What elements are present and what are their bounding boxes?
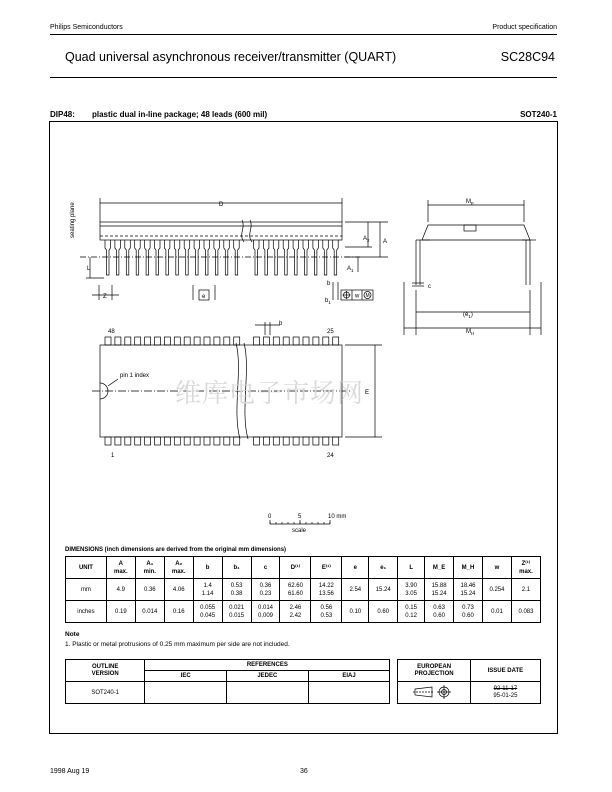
dim-cell: 0.021 0.015 xyxy=(222,601,251,623)
bottom-pin xyxy=(303,437,309,445)
page-title: Quad universal asynchronous receiver/transmitter (QUART) xyxy=(65,50,397,64)
footer-date: 1998 Aug 19 xyxy=(50,768,90,775)
dim-cell: 2.46 2.42 xyxy=(280,601,311,623)
dim-b-label: b xyxy=(327,281,331,287)
document-type: Product specification xyxy=(492,24,557,31)
dim-cell: 0.36 0.23 xyxy=(251,579,280,601)
projection-icon xyxy=(412,685,456,699)
dim-cell: 18.46 15.24 xyxy=(454,579,483,601)
top-pin xyxy=(204,337,210,345)
pin-1-label: 1 xyxy=(111,453,115,459)
top-pin xyxy=(323,337,329,345)
dim-header-cell: w xyxy=(482,557,511,579)
pin-48-label: 48 xyxy=(108,329,115,335)
dim-cell: 3.90 3.05 xyxy=(398,579,425,601)
side-lead xyxy=(194,240,200,275)
dim-cell: 0.53 0.38 xyxy=(222,579,251,601)
side-lead xyxy=(273,240,279,275)
bottom-pin xyxy=(254,437,260,445)
dim-ME-label: $M_E$ xyxy=(466,199,475,206)
dim-header-cell: A₁ min. xyxy=(135,557,164,579)
european-projection-header: EUROPEAN PROJECTION xyxy=(398,660,470,682)
bottom-pin xyxy=(145,437,151,445)
footer-page: 36 xyxy=(300,768,308,775)
side-lead xyxy=(184,240,190,275)
note-text: 1. Plastic or metal protrusions of 0.25 mm maximum per side are not included. xyxy=(65,641,290,648)
dim-cell: 2.1 xyxy=(511,579,540,601)
eiaj-value xyxy=(308,682,390,704)
watermark: 维库电子市场网 xyxy=(175,379,365,409)
bottom-pin xyxy=(224,437,230,445)
top-pin xyxy=(135,337,141,345)
references-table xyxy=(65,659,541,704)
package-description: plastic dual in-line package; 48 leads (600 mil) xyxy=(92,110,268,119)
dim-cell: 0.014 xyxy=(135,601,164,623)
dim-b-top-label: b xyxy=(279,321,283,327)
pin-1-index-label: pin 1 index xyxy=(120,373,150,379)
table-row xyxy=(66,579,541,601)
dim-header-cell: E⁽¹⁾ xyxy=(311,557,342,579)
issue-date-header: ISSUE DATE xyxy=(470,660,540,682)
dim-cell: 0.014 0.009 xyxy=(251,601,280,623)
table-row xyxy=(66,601,541,623)
side-lead xyxy=(155,240,161,275)
top-pin xyxy=(105,337,111,345)
seating-plane-label: seating plane xyxy=(70,202,76,238)
dim-cell: 15.24 xyxy=(369,579,398,601)
bottom-pin xyxy=(283,437,289,445)
side-lead xyxy=(224,240,230,275)
bottom-pin xyxy=(214,437,220,445)
pin-24-label: 24 xyxy=(327,453,334,459)
dim-cell: 0.15 0.12 xyxy=(398,601,425,623)
dimensions-table xyxy=(65,556,541,623)
bottom-pin xyxy=(115,437,121,445)
side-lead xyxy=(283,240,289,275)
top-pin xyxy=(155,337,161,345)
scale-5-label: 5 xyxy=(298,514,302,520)
bottom-pin xyxy=(313,437,319,445)
scale-10-label: 10 mm xyxy=(328,514,347,520)
dim-b1-label: $b_1$ xyxy=(325,298,331,305)
dim-MH-label: $M_H$ xyxy=(466,329,475,336)
top-pin xyxy=(333,337,339,345)
dim-cell: 62.60 61.60 xyxy=(280,579,311,601)
dim-cell: 4.06 xyxy=(164,579,193,601)
top-pin xyxy=(254,337,260,345)
dim-header-cell: b xyxy=(193,557,222,579)
dim-cell: 1.4 1.14 xyxy=(193,579,222,601)
top-pin xyxy=(273,337,279,345)
top-pin xyxy=(184,337,190,345)
top-pin xyxy=(234,337,240,345)
top-pin xyxy=(125,337,131,345)
issue-date-new: 95-01-25 xyxy=(493,692,518,699)
dim-header-cell: M_E xyxy=(425,557,454,579)
dim-cell: 0.055 0.045 xyxy=(193,601,222,623)
iec-header: IEC xyxy=(145,671,227,682)
top-pin xyxy=(303,337,309,345)
dim-cell: 14.22 13.56 xyxy=(311,579,342,601)
dim-cell: 4.9 xyxy=(106,579,135,601)
dim-L-label: L xyxy=(87,266,91,272)
dim-E-label: E xyxy=(365,390,370,396)
bottom-pin xyxy=(184,437,190,445)
dim-Z-label: Z xyxy=(103,294,107,300)
dim-cell: 0.73 0.60 xyxy=(454,601,483,623)
dim-header-cell: b₁ xyxy=(222,557,251,579)
side-lead xyxy=(234,240,240,275)
outline-version-header: OUTLINE VERSION xyxy=(66,660,145,682)
dim-header-cell: Z⁽¹⁾ max. xyxy=(511,557,540,579)
dim-cell: 0.01 xyxy=(482,601,511,623)
dim-e1-label: $(e_1)$ xyxy=(463,312,473,319)
jedec-header: JEDEC xyxy=(227,671,309,682)
company-name: Philips Semiconductors xyxy=(50,24,123,31)
dim-cell: 0.60 xyxy=(369,601,398,623)
dim-header-cell: A₂ max. xyxy=(164,557,193,579)
eiaj-header: EIAJ xyxy=(308,671,390,682)
package-code: SOT240-1 xyxy=(520,110,557,119)
dim-c-label: c xyxy=(428,284,431,290)
top-pin xyxy=(224,337,230,345)
side-lead xyxy=(115,240,121,275)
side-lead xyxy=(125,240,131,275)
side-view-body xyxy=(100,222,342,240)
top-pin xyxy=(164,337,170,345)
bottom-pin xyxy=(194,437,200,445)
dim-cell: 0.10 xyxy=(342,601,369,623)
side-lead xyxy=(263,240,269,275)
dim-A1-label: $A_1$ xyxy=(347,266,354,273)
dim-D-label: D xyxy=(219,202,224,208)
projection-symbol xyxy=(398,682,470,704)
side-lead xyxy=(105,240,111,275)
part-number: SC28C94 xyxy=(500,50,555,64)
bottom-pin xyxy=(174,437,180,445)
side-lead xyxy=(323,240,329,275)
bottom-pin xyxy=(293,437,299,445)
bottom-pin xyxy=(323,437,329,445)
version-value: SOT240-1 xyxy=(66,682,145,704)
dim-cell: 0.19 xyxy=(106,601,135,623)
bottom-pin xyxy=(204,437,210,445)
issue-date-old: 92-11-17 xyxy=(493,685,518,692)
side-lead xyxy=(254,240,260,275)
dim-cell: 2.54 xyxy=(342,579,369,601)
dim-cell: 0.36 xyxy=(135,579,164,601)
dim-header-cell: A max. xyxy=(106,557,135,579)
dim-header-cell: e xyxy=(342,557,369,579)
dim-A-label: A xyxy=(383,239,388,245)
side-lead xyxy=(333,240,339,275)
bottom-pin xyxy=(263,437,269,445)
dim-header-cell: e₁ xyxy=(369,557,398,579)
bottom-pin xyxy=(155,437,161,445)
bottom-pin xyxy=(135,437,141,445)
bottom-pin xyxy=(234,437,240,445)
bottom-pin xyxy=(105,437,111,445)
iec-value xyxy=(145,682,227,704)
side-lead xyxy=(303,240,309,275)
scale-label: scale xyxy=(292,528,307,534)
bottom-pin xyxy=(125,437,131,445)
dim-e-label: e xyxy=(202,294,206,300)
dim-cell: 15.88 15.24 xyxy=(425,579,454,601)
top-pin xyxy=(115,337,121,345)
side-lead xyxy=(204,240,210,275)
bottom-pin xyxy=(333,437,339,445)
dim-header-cell: UNIT xyxy=(66,557,107,579)
package-name: DIP48: xyxy=(50,110,75,119)
top-pin xyxy=(194,337,200,345)
pin-25-label: 25 xyxy=(327,329,334,335)
side-lead xyxy=(164,240,170,275)
references-header: REFERENCES xyxy=(145,660,390,671)
dim-cell: 0.083 xyxy=(511,601,540,623)
side-lead xyxy=(145,240,151,275)
dimensions-caption: DIMENSIONS (inch dimensions are derived from the original mm dimensions) xyxy=(65,547,287,553)
top-pin xyxy=(174,337,180,345)
dim-A2-label: $A_2$ xyxy=(363,236,370,243)
bottom-pin xyxy=(273,437,279,445)
dim-cell: 0.254 xyxy=(482,579,511,601)
jedec-value xyxy=(227,682,309,704)
dim-cell: mm xyxy=(66,579,107,601)
side-lead xyxy=(313,240,319,275)
top-pin xyxy=(263,337,269,345)
dim-cell: 0.56 0.53 xyxy=(311,601,342,623)
scale-0-label: 0 xyxy=(268,514,272,520)
side-lead xyxy=(293,240,299,275)
dim-cell: 0.16 xyxy=(164,601,193,623)
top-pin xyxy=(145,337,151,345)
side-lead xyxy=(174,240,180,275)
top-pin xyxy=(214,337,220,345)
top-pin xyxy=(293,337,299,345)
top-pin xyxy=(283,337,289,345)
side-lead xyxy=(214,240,220,275)
side-lead xyxy=(135,240,141,275)
dim-header-cell: L xyxy=(398,557,425,579)
bottom-pin xyxy=(164,437,170,445)
issue-dates xyxy=(470,682,540,704)
dim-header-cell: D⁽¹⁾ xyxy=(280,557,311,579)
dim-header-cell: M_H xyxy=(454,557,483,579)
dim-cell: inches xyxy=(66,601,107,623)
tolerance-M-label: M xyxy=(365,293,370,299)
dim-header-cell: c xyxy=(251,557,280,579)
dim-cell: 0.63 0.60 xyxy=(425,601,454,623)
top-pin xyxy=(313,337,319,345)
note-heading: Note xyxy=(65,631,80,638)
tolerance-w-label: w xyxy=(355,293,360,300)
